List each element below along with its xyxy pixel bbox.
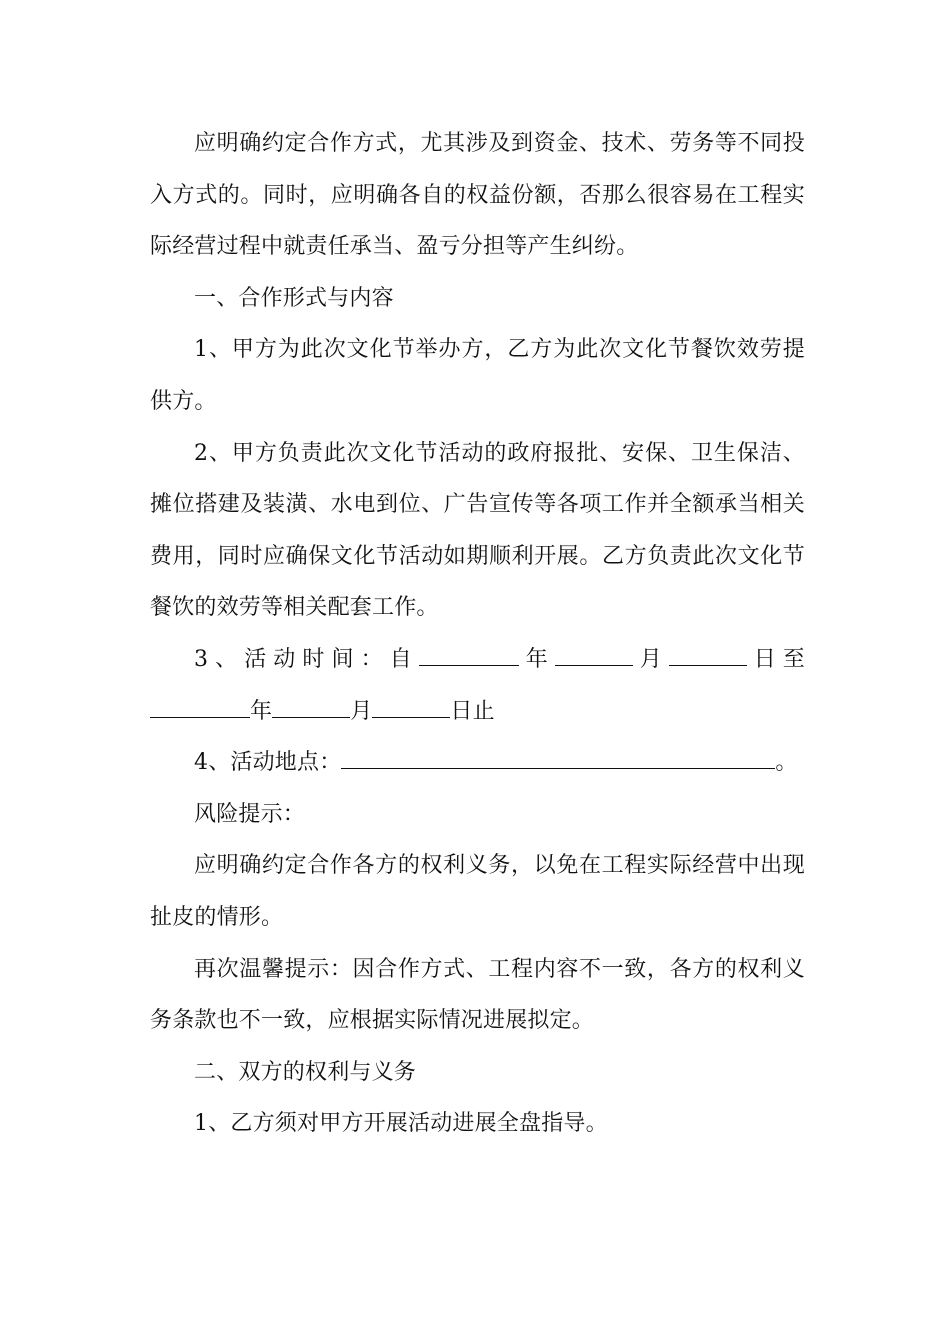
time-month2-label: 月 bbox=[350, 698, 373, 724]
clause-3-activity-time bbox=[150, 634, 805, 737]
section-heading-cooperation: 一、合作形式与内容 bbox=[194, 285, 394, 311]
time-month-label: 月 bbox=[632, 646, 669, 672]
time-year-label: 年 bbox=[518, 646, 555, 672]
paragraph-intro: 应明确约定合作方式，尤其涉及到资金、技术、劳务等不同投入方式的。同时，应明确各自的权益份额，否那么很容易在工程实际经营过程中就责任承当、盈亏分担等产生纠纷。 bbox=[150, 131, 805, 260]
time-prefix: 3、活动时间：自 bbox=[194, 646, 419, 672]
clause-1: 1、甲方为此次文化节举办方，乙方为此次文化节餐饮效劳提供方。 bbox=[150, 337, 805, 414]
time-year2-label: 年 bbox=[250, 698, 273, 724]
clause-2: 2、甲方负责此次文化节活动的政府报批、安保、卫生保洁、摊位搭建及装潢、水电到位、广告宣传等各项工作并全额承当相关费用，同时应确保文化节活动如期顺利开展。乙方负责此次文化节餐饮的效劳等相关配套工作。 bbox=[150, 440, 805, 621]
blank-end-month bbox=[272, 691, 350, 718]
rights-clause-1: 1、乙方须对甲方开展活动进展全盘指导。 bbox=[194, 1111, 608, 1137]
document-body bbox=[150, 118, 805, 1150]
time-day-to-label: 日至 bbox=[746, 646, 805, 672]
blank-end-year bbox=[150, 691, 250, 718]
time-end-label: 日止 bbox=[450, 698, 495, 724]
risk-tip-text: 应明确约定合作各方的权利义务，以免在工程实际经营中出现扯皮的情形。 bbox=[150, 853, 805, 930]
blank-end-day bbox=[372, 691, 450, 718]
place-prefix: 4、活动地点： bbox=[194, 750, 342, 776]
blank-start-year bbox=[419, 639, 519, 666]
blank-start-month bbox=[555, 639, 633, 666]
place-end: 。 bbox=[775, 750, 798, 776]
blank-place bbox=[341, 742, 775, 769]
section-heading-rights: 二、双方的权利与义务 bbox=[194, 1059, 417, 1085]
risk-tip-heading: 风险提示： bbox=[194, 801, 306, 827]
clause-4-activity-place bbox=[150, 737, 805, 789]
reminder-text: 再次温馨提示：因合作方式、工程内容不一致，各方的权利义务条款也不一致，应根据实际情况进展拟定。 bbox=[150, 956, 805, 1034]
blank-start-day bbox=[669, 639, 747, 666]
